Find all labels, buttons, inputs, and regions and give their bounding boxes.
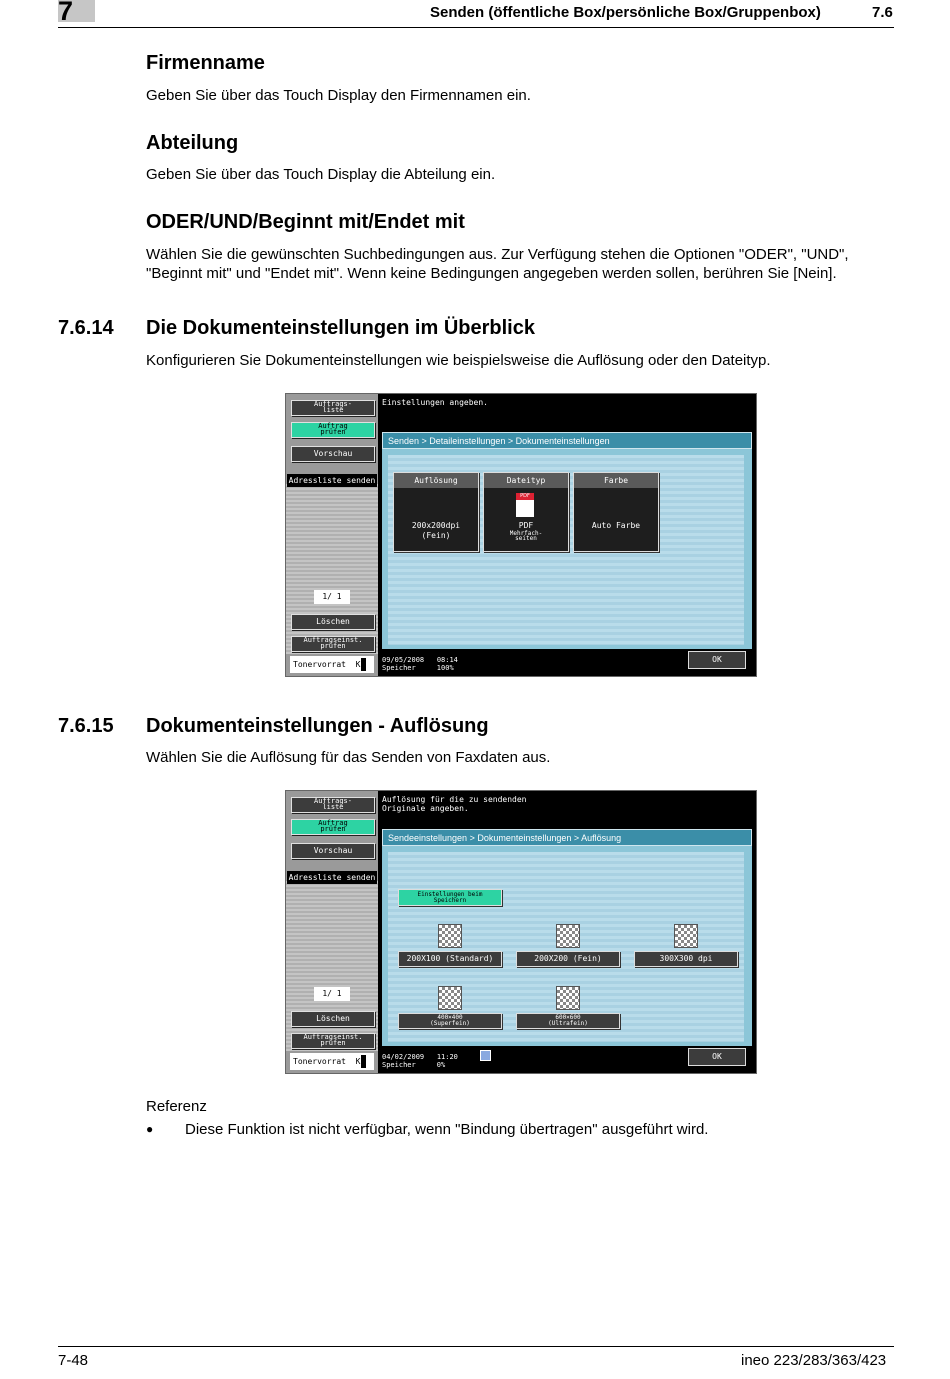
heading-oder-und: ODER/UND/Beginnt mit/Endet mit: [146, 211, 465, 233]
screenshot-resolution: [285, 790, 757, 1074]
section-number-15: 7.6.15: [58, 715, 114, 737]
preview-button[interactable]: Vorschau: [291, 843, 375, 859]
ok-button[interactable]: OK: [688, 1048, 746, 1066]
section-number-14: 7.6.14: [58, 317, 114, 339]
address-list-label: Adressliste senden: [288, 476, 376, 485]
check-job-settings-button[interactable]: Auftragseinst. prüfen: [291, 636, 375, 652]
page-number: 7-48: [58, 1352, 89, 1369]
footer-divider: [58, 1346, 894, 1347]
toner-level-bar: [361, 1055, 366, 1068]
save-settings-button[interactable]: Einstellungen beim Speichern: [398, 889, 502, 906]
page-counter: 1/ 1: [314, 590, 350, 604]
sidebar: [286, 791, 378, 1073]
delete-button[interactable]: Löschen: [291, 614, 375, 630]
address-list-label: Adressliste senden: [288, 873, 376, 882]
bullet-icon: ●: [146, 1122, 154, 1136]
instruction-message: Einstellungen angeben.: [382, 398, 488, 407]
text-firmenname: Geben Sie über das Touch Display den Firmennamen ein.: [146, 87, 531, 104]
sidebar: [286, 394, 378, 676]
resolution-400x400-button[interactable]: 400×400 (Superfein): [398, 1013, 502, 1029]
file-type-tile[interactable]: Dateityp PDF PDF Mehrfach- seiten: [483, 472, 569, 552]
resolution-200x100-icon: [438, 924, 462, 948]
text-oder-line1: Wählen Sie die gewünschten Suchbedingungen aus. Zur Verfügung stehen die Optionen "ODER", "UND",: [146, 246, 849, 263]
toner-indicator: Tonervorrat K: [290, 1053, 374, 1070]
text-abteilung: Geben Sie über das Touch Display die Abteilung ein.: [146, 166, 496, 183]
color-tile[interactable]: Farbe Auto Farbe: [573, 472, 659, 552]
check-job-button[interactable]: Auftrag prüfen: [291, 819, 375, 835]
resolution-600x600-button[interactable]: 600×600 (Ultrafein): [516, 1013, 620, 1029]
header-title: Senden (öffentliche Box/persönliche Box/Gruppenbox): [430, 4, 821, 21]
screenshot-document-settings: [285, 393, 757, 677]
check-job-button[interactable]: Auftrag prüfen: [291, 422, 375, 438]
resolution-200x200-button[interactable]: 200X200 (Fein): [516, 951, 620, 967]
reference-label: Referenz: [146, 1098, 207, 1115]
pdf-icon: PDF: [516, 493, 534, 517]
preview-button[interactable]: Vorschau: [291, 446, 375, 462]
section-title-15: Dokumenteinstellungen - Auflösung: [146, 715, 489, 737]
resolution-400x400-icon: [438, 986, 462, 1010]
page-counter: 1/ 1: [314, 987, 350, 1001]
text-oder-line2: "Beginnt mit" und "Endet mit". Wenn keine Bedingungen angegeben werden sollen, berühren Sie [Nein].: [146, 265, 837, 282]
network-icon: [480, 1050, 491, 1061]
resolution-300x300-button[interactable]: 300X300 dpi: [634, 951, 738, 967]
header-section: 7.6: [872, 4, 893, 21]
status-bar: 04/02/2009 11:20 Speicher 0%: [382, 1053, 458, 1069]
chapter-number: 7: [58, 0, 74, 26]
product-name: ineo 223/283/363/423: [741, 1352, 887, 1369]
toner-level-bar: [361, 658, 366, 671]
toner-indicator: Tonervorrat K: [290, 656, 374, 673]
resolution-tile[interactable]: Auflösung 200x200dpi (Fein): [393, 472, 479, 552]
status-bar: 09/05/2008 08:14 Speicher 100%: [382, 656, 458, 672]
resolution-200x100-button[interactable]: 200X100 (Standard): [398, 951, 502, 967]
heading-firmenname: Firmenname: [146, 52, 265, 74]
instruction-message: Auflösung für die zu sendenden Originale angeben.: [382, 795, 527, 813]
job-list-button[interactable]: Auftrags- liste: [291, 797, 375, 813]
section-text-14: Konfigurieren Sie Dokumenteinstellungen wie beispielsweise die Auflösung oder den Dateityp.: [146, 352, 771, 369]
job-list-button[interactable]: Auftrags- liste: [291, 400, 375, 416]
header-divider: [58, 27, 894, 28]
resolution-200x200-icon: [556, 924, 580, 948]
section-title-14: Die Dokumenteinstellungen im Überblick: [146, 317, 535, 339]
delete-button[interactable]: Löschen: [291, 1011, 375, 1027]
breadcrumb: Senden > Detaileinstellungen > Dokumenteinstellungen: [382, 432, 752, 449]
reference-text: Diese Funktion ist nicht verfügbar, wenn "Bindung übertragen" ausgeführt wird.: [185, 1121, 709, 1138]
check-job-settings-button[interactable]: Auftragseinst. prüfen: [291, 1033, 375, 1049]
resolution-300x300-icon: [674, 924, 698, 948]
breadcrumb: Sendeeinstellungen > Dokumenteinstellungen > Auflösung: [382, 829, 752, 846]
section-text-15: Wählen Sie die Auflösung für das Senden von Faxdaten aus.: [146, 749, 551, 766]
heading-abteilung: Abteilung: [146, 132, 239, 154]
resolution-600x600-icon: [556, 986, 580, 1010]
ok-button[interactable]: OK: [688, 651, 746, 669]
